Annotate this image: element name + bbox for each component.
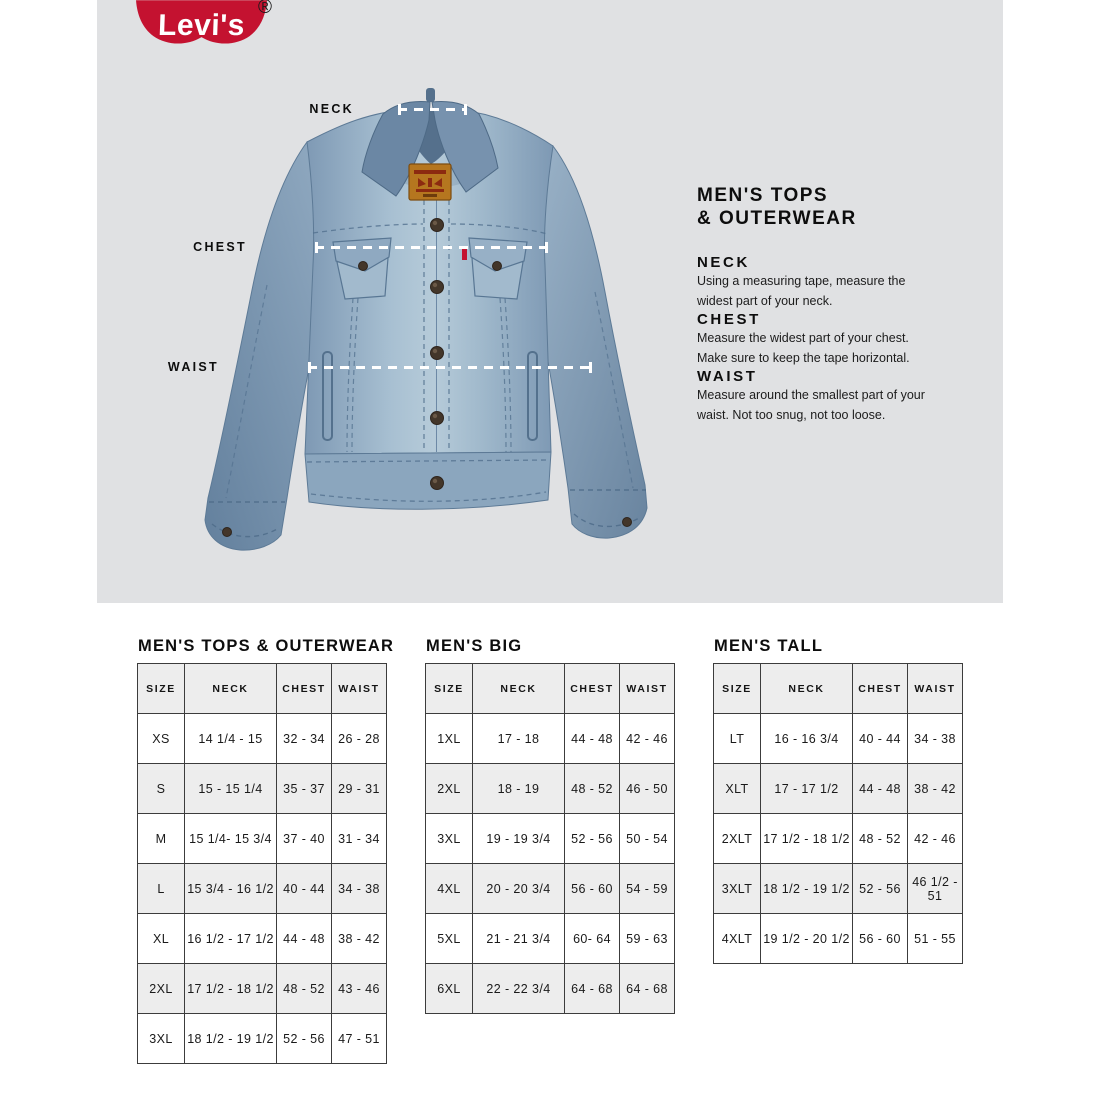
- size-chart-tops-outerwear: [137, 637, 394, 1064]
- value-cell: 15 3/4 - 16 1/2: [185, 864, 277, 914]
- value-cell: 17 - 18: [473, 714, 565, 764]
- value-cell: 38 - 42: [908, 764, 963, 814]
- guide-section-waist: WAIST Measure around the smallest part of your waist. Not too snug, not too loose.: [697, 368, 925, 422]
- column-header: SIZE: [426, 664, 473, 714]
- value-cell: 17 1/2 - 18 1/2: [185, 964, 277, 1014]
- value-cell: 50 - 54: [620, 814, 675, 864]
- size-cell: L: [138, 864, 185, 914]
- value-cell: 15 - 15 1/4: [185, 764, 277, 814]
- size-chart-big: [425, 637, 675, 1014]
- value-cell: 56 - 60: [853, 914, 908, 964]
- neck-measure-label: NECK: [309, 102, 354, 116]
- table-row: [426, 964, 675, 1014]
- column-header: NECK: [473, 664, 565, 714]
- column-header: CHEST: [853, 664, 908, 714]
- value-cell: 48 - 52: [277, 964, 332, 1014]
- column-header: WAIST: [908, 664, 963, 714]
- value-cell: 29 - 31: [332, 764, 387, 814]
- column-header: NECK: [185, 664, 277, 714]
- column-header: CHEST: [565, 664, 620, 714]
- value-cell: 52 - 56: [853, 864, 908, 914]
- size-cell: XL: [138, 914, 185, 964]
- chart-title: MEN'S BIG: [426, 637, 523, 655]
- value-cell: 47 - 51: [332, 1014, 387, 1064]
- neck-measure-line: [398, 108, 467, 111]
- value-cell: 34 - 38: [332, 864, 387, 914]
- chest-measure-line: [315, 246, 548, 249]
- size-cell: 4XLT: [714, 914, 761, 964]
- value-cell: 18 1/2 - 19 1/2: [185, 1014, 277, 1064]
- size-table-container: [137, 663, 394, 1064]
- waist-measure-line: [308, 366, 592, 369]
- value-cell: 40 - 44: [853, 714, 908, 764]
- chart-title: MEN'S TOPS & OUTERWEAR: [138, 637, 395, 655]
- value-cell: 52 - 56: [565, 814, 620, 864]
- chest-measure-label: CHEST: [193, 240, 247, 254]
- value-cell: 64 - 68: [565, 964, 620, 1014]
- value-cell: 60- 64: [565, 914, 620, 964]
- value-cell: 44 - 48: [277, 914, 332, 964]
- value-cell: 16 1/2 - 17 1/2: [185, 914, 277, 964]
- header-row: [138, 664, 387, 714]
- chart-title: MEN'S TALL: [714, 637, 824, 655]
- guide-section-chest: CHEST Measure the widest part of your chest. Make sure to keep the tape horizontal.: [697, 311, 910, 365]
- size-cell: 5XL: [426, 914, 473, 964]
- value-cell: 64 - 68: [620, 964, 675, 1014]
- value-cell: 46 - 50: [620, 764, 675, 814]
- value-cell: 46 1/2 - 51: [908, 864, 963, 914]
- value-cell: 34 - 38: [908, 714, 963, 764]
- value-cell: 51 - 55: [908, 914, 963, 964]
- value-cell: 48 - 52: [565, 764, 620, 814]
- size-cell: 4XL: [426, 864, 473, 914]
- value-cell: 20 - 20 3/4: [473, 864, 565, 914]
- table-row: [714, 914, 963, 964]
- table-row: [138, 864, 387, 914]
- value-cell: 59 - 63: [620, 914, 675, 964]
- table-row: [714, 764, 963, 814]
- value-cell: 40 - 44: [277, 864, 332, 914]
- size-cell: S: [138, 764, 185, 814]
- value-cell: 54 - 59: [620, 864, 675, 914]
- size-cell: LT: [714, 714, 761, 764]
- value-cell: 52 - 56: [277, 1014, 332, 1064]
- table-row: [714, 714, 963, 764]
- guide-title: MEN'S TOPS & OUTERWEAR: [697, 185, 857, 229]
- table-row: [426, 714, 675, 764]
- size-cell: M: [138, 814, 185, 864]
- value-cell: 37 - 40: [277, 814, 332, 864]
- value-cell: 18 1/2 - 19 1/2: [761, 864, 853, 914]
- value-cell: 16 - 16 3/4: [761, 714, 853, 764]
- column-header: WAIST: [620, 664, 675, 714]
- hero-panel: [97, 0, 1003, 603]
- value-cell: 19 1/2 - 20 1/2: [761, 914, 853, 964]
- value-cell: 43 - 46: [332, 964, 387, 1014]
- column-header: WAIST: [332, 664, 387, 714]
- levis-patch: [409, 164, 451, 200]
- table-row: [426, 914, 675, 964]
- size-cell: 3XLT: [714, 864, 761, 914]
- size-table: [425, 663, 675, 1014]
- table-row: [138, 814, 387, 864]
- measuring-guide: [697, 184, 945, 425]
- size-table: [137, 663, 387, 1064]
- value-cell: 22 - 22 3/4: [473, 964, 565, 1014]
- size-chart-tall: [713, 637, 963, 964]
- table-row: [714, 864, 963, 914]
- table-row: [714, 814, 963, 864]
- header-row: [426, 664, 675, 714]
- size-cell: XS: [138, 714, 185, 764]
- table-row: [426, 764, 675, 814]
- column-header: CHEST: [277, 664, 332, 714]
- table-row: [426, 814, 675, 864]
- size-cell: 2XL: [138, 964, 185, 1014]
- value-cell: 38 - 42: [332, 914, 387, 964]
- size-cell: XLT: [714, 764, 761, 814]
- table-row: [138, 1014, 387, 1064]
- registered-trademark: ®: [258, 0, 272, 18]
- size-table-container: [425, 663, 675, 1014]
- header-row: [714, 664, 963, 714]
- levis-logo: [135, 0, 268, 66]
- column-header: NECK: [761, 664, 853, 714]
- value-cell: 32 - 34: [277, 714, 332, 764]
- size-cell: 1XL: [426, 714, 473, 764]
- value-cell: 21 - 21 3/4: [473, 914, 565, 964]
- value-cell: 18 - 19: [473, 764, 565, 814]
- value-cell: 56 - 60: [565, 864, 620, 914]
- value-cell: 17 - 17 1/2: [761, 764, 853, 814]
- value-cell: 48 - 52: [853, 814, 908, 864]
- table-row: [138, 914, 387, 964]
- value-cell: 42 - 46: [620, 714, 675, 764]
- table-row: [138, 714, 387, 764]
- guide-section-neck: NECK Using a measuring tape, measure the widest part of your neck.: [697, 254, 906, 308]
- value-cell: 14 1/4 - 15: [185, 714, 277, 764]
- jacket-image: [195, 80, 665, 570]
- value-cell: 44 - 48: [853, 764, 908, 814]
- value-cell: 44 - 48: [565, 714, 620, 764]
- size-cell: 2XL: [426, 764, 473, 814]
- levis-wordmark: Levi's: [157, 9, 246, 42]
- value-cell: 35 - 37: [277, 764, 332, 814]
- size-cell: 3XL: [138, 1014, 185, 1064]
- value-cell: 19 - 19 3/4: [473, 814, 565, 864]
- value-cell: 31 - 34: [332, 814, 387, 864]
- size-cell: 6XL: [426, 964, 473, 1014]
- size-table: [713, 663, 963, 964]
- size-cell: 2XLT: [714, 814, 761, 864]
- value-cell: 15 1/4- 15 3/4: [185, 814, 277, 864]
- column-header: SIZE: [714, 664, 761, 714]
- table-row: [426, 864, 675, 914]
- size-cell: 3XL: [426, 814, 473, 864]
- size-table-container: [713, 663, 963, 964]
- column-header: SIZE: [138, 664, 185, 714]
- waist-measure-label: WAIST: [167, 360, 219, 374]
- value-cell: 17 1/2 - 18 1/2: [761, 814, 853, 864]
- table-row: [138, 964, 387, 1014]
- value-cell: 42 - 46: [908, 814, 963, 864]
- table-row: [138, 764, 387, 814]
- value-cell: 26 - 28: [332, 714, 387, 764]
